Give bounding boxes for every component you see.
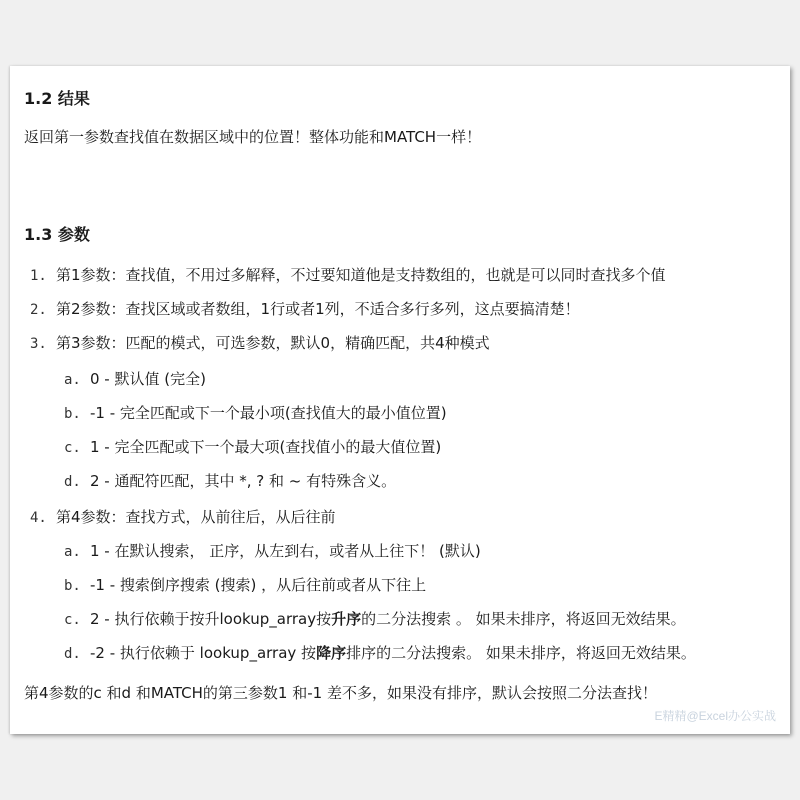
list-marker: b. [64, 578, 81, 594]
list-item [30, 264, 666, 285]
list-marker: b. [64, 406, 81, 422]
list-marker: a. [64, 372, 81, 388]
sub-list-item [64, 402, 447, 423]
result-paragraph: 返回第一参数查找值在数据区域中的位置！整体功能和MATCH一样！ [24, 128, 482, 146]
list-marker: 3. [30, 336, 47, 352]
emphasis-text: 降序 [316, 644, 347, 662]
list-marker: d. [64, 646, 81, 662]
list-item-text: 0 - 默认值 (完全) [90, 370, 206, 388]
footer-note: 第4参数的c 和d 和MATCH的第三参数1 和-1 差不多，如果没有排序，默认会按照二分法查找！ [24, 684, 657, 702]
sub-list-item [64, 436, 441, 457]
list-item-text-pre: -2 - 执行依赖于 lookup_array 按 [90, 644, 317, 662]
sub-list-item [64, 642, 696, 663]
article-card [10, 66, 790, 734]
sub-list-item [64, 608, 686, 629]
section-heading-result: 1.2 结果 [24, 89, 90, 108]
list-marker: c. [64, 440, 81, 456]
list-marker: 2. [30, 302, 47, 318]
list-item-text: -1 - 完全匹配或下一个最小项(查找值大的最小值位置) [90, 404, 447, 422]
list-item-text: 2 - 通配符匹配，其中 *, ? 和 ~ 有特殊含义。 [90, 472, 397, 490]
list-item-text: 第2参数：查找区域或者数组，1行或者1列，不适合多行多列，这点要搞清楚！ [56, 300, 580, 318]
emphasis-text: 升序 [331, 610, 362, 628]
list-item-text: 第4参数：查找方式，从前往后，从后往前 [56, 508, 336, 526]
list-item-text: -1 - 搜索倒序搜索 (搜索) ，从后往前或者从下往上 [90, 576, 427, 594]
list-marker: d. [64, 474, 81, 490]
list-item-text-post: 的二分法搜索 。 如果未排序，将返回无效结果。 [361, 610, 686, 628]
list-item-text-post: 排序的二分法搜索。 如果未排序，将返回无效结果。 [346, 644, 696, 662]
sub-list-item [64, 368, 206, 389]
list-marker: c. [64, 612, 81, 628]
list-item-text: 第3参数：匹配的模式，可选参数，默认0，精确匹配，共4种模式 [56, 334, 490, 352]
list-item [30, 298, 580, 319]
sub-list-item [64, 540, 481, 561]
list-item [30, 332, 490, 353]
list-item-text-pre: 2 - 执行依赖于按升lookup_array按 [90, 610, 332, 628]
sub-list-item [64, 574, 426, 595]
list-item-text: 第1参数：查找值，不用过多解释，不过要知道他是支持数组的，也就是可以同时查找多个值 [56, 266, 666, 284]
list-item-text: 1 - 完全匹配或下一个最大项(查找值小的最大值位置) [90, 438, 442, 456]
list-marker: 4. [30, 510, 47, 526]
list-item [30, 506, 336, 527]
sub-list-item [64, 470, 396, 491]
list-marker: a. [64, 544, 81, 560]
section-heading-params: 1.3 参数 [24, 225, 90, 244]
watermark: E精精@Excel办公实战 [654, 709, 776, 723]
list-marker: 1. [30, 268, 47, 284]
list-item-text: 1 - 在默认搜索， 正序，从左到右，或者从上往下！ (默认) [90, 542, 481, 560]
